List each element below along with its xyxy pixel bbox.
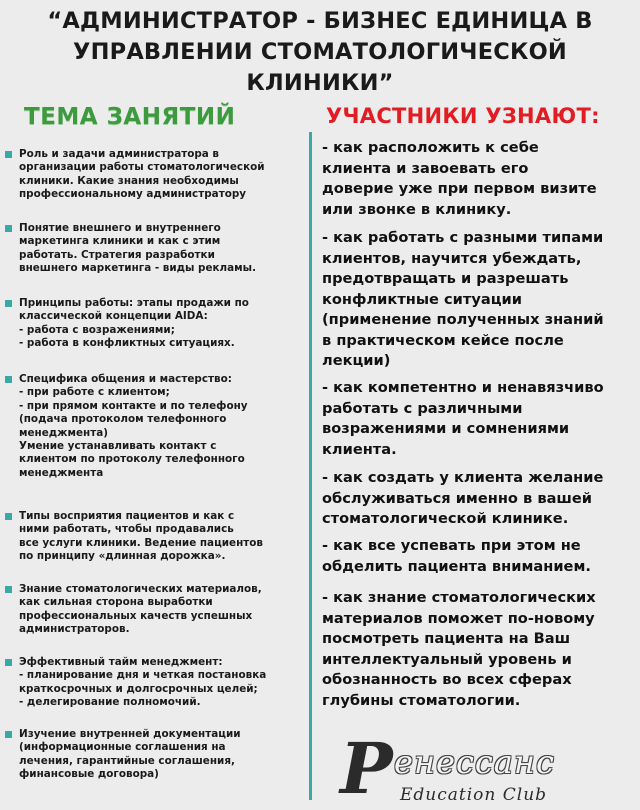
topic-item <box>5 222 305 276</box>
topic-text: Понятие внешнего и внутреннего маркетинга клиники и как с этим работать. Стратегия разработки внешнего маркетинга - виды рекламы. <box>19 222 257 275</box>
page-title <box>20 6 620 99</box>
square-bullet-icon <box>5 376 12 383</box>
topic-item <box>5 583 305 637</box>
topic-item <box>5 728 305 782</box>
square-bullet-icon <box>5 300 12 307</box>
topic-text: Типы восприятия пациентов и как с ними работать, чтобы продавались все услуги клиники. Ведение пациентов по принципу «длинная дорожка». <box>19 510 264 563</box>
outcome-item: - как расположить к себе клиента и завоевать его доверие уже при первом визите или звонке в клинику. <box>322 139 597 218</box>
square-bullet-icon <box>5 151 12 158</box>
topic-text: Роль и задачи администратора в организации работы стоматологической клиники. Какие знания необходимы профессиональному администратору <box>19 148 265 201</box>
topic-text: Знание стоматологических материалов, как сильная сторона выработки профессиональных качеств успешных администраторов. <box>19 583 262 636</box>
logo-word: енессанс <box>394 743 555 781</box>
topic-item <box>5 148 305 202</box>
outcome-item: - как знание стоматологических материалов поможет по-новому посмотреть пациента на Ваш интеллектуальный уровень и обознанность во всех сферах глубины стоматологии. <box>322 589 596 709</box>
topic-text: Специфика общения и мастерство: - при работе с клиентом; - при прямом контакте и по телефону (подача протоколом телефонного менеджмента) Умение устанавливать контакт с клиентом по протоколу телефонного менеджмента <box>19 373 248 479</box>
square-bullet-icon <box>5 659 12 666</box>
renaissance-logo <box>340 727 640 810</box>
outcome-item: - как все успевать при этом не обделить пациента вниманием. <box>322 537 591 575</box>
logo-initial: Р <box>340 727 393 810</box>
square-bullet-icon <box>5 731 12 738</box>
topics-heading: ТЕМА ЗАНЯТИЙ <box>24 104 236 130</box>
topic-item <box>5 373 305 480</box>
logo-subtitle: Education Club <box>400 785 548 805</box>
square-bullet-icon <box>5 586 12 593</box>
topic-text: Изучение внутренней документации (информационные соглашения на лечения, гарантийные соглашения, финансовые договора) <box>19 728 241 781</box>
square-bullet-icon <box>5 225 12 232</box>
outcome-item: - как создать у клиента желание обслуживаться именно в вашей стоматологической клинике. <box>322 469 604 527</box>
topic-item <box>5 656 305 710</box>
topic-text: Эффективный тайм менеджмент: - планирование дня и четкая постановка краткосрочных и долгосрочных целей; - делегирование полномочий. <box>19 656 267 709</box>
square-bullet-icon <box>5 513 12 520</box>
topic-text: Принципы работы: этапы продажи по классической концепции AIDA: - работа с возражениями; - работа в конфликтных ситуациях. <box>19 297 249 350</box>
topic-item <box>5 510 305 564</box>
outcomes-heading: УЧАСТНИКИ УЗНАЮТ: <box>326 104 600 128</box>
column-divider <box>309 132 312 800</box>
outcome-item: - как компетентно и ненавязчиво работать с различными возражениями и сомнениями клиента. <box>322 379 604 458</box>
title-text: “АДМИНИСТРАТОР - БИЗНЕС ЕДИНИЦА В УПРАВЛЕНИИ СТОМАТОЛОГИЧЕСКОЙ КЛИНИКИ” <box>47 8 593 96</box>
topic-item <box>5 297 305 351</box>
outcome-item: - как работать с разными типами клиентов, научится убеждать, предотвращать и разрешать конфликтные ситуации (применение полученных знаний в практическом кейсе после лекции) <box>322 229 604 369</box>
